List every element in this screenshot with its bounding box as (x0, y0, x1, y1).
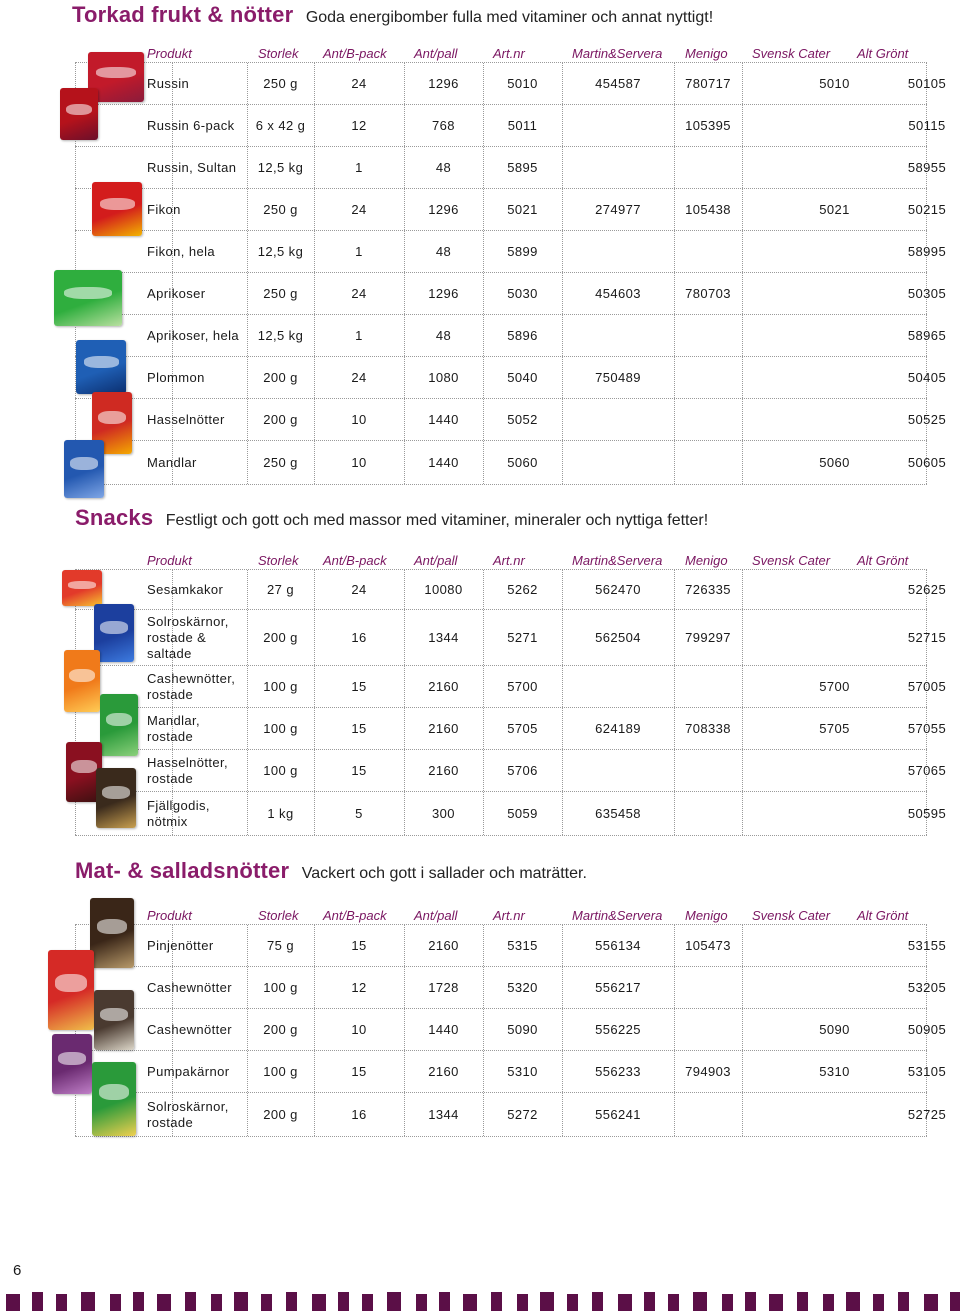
cell-storlek: 250 g (263, 76, 298, 91)
cell-svc (742, 570, 927, 609)
table-row: Cashewnötter 100 g 12 1728 5320 556217 53205 (75, 967, 927, 1009)
cell-storlek: 100 g (263, 980, 298, 995)
cell-produkt: Aprikoser, hela (147, 327, 239, 343)
cell-produkt: Russin, Sultan (147, 159, 237, 175)
table-row: Plommon 200 g 24 1080 5040 750489 50405 (75, 357, 927, 399)
section-title: Torkad frukt & nötter (72, 2, 294, 27)
cell-svc (742, 147, 927, 188)
cell-artnr: 5320 (507, 980, 538, 995)
cell-menigo (674, 666, 742, 707)
cell-produkt: Sesamkakor (147, 581, 224, 597)
cell-menigo (674, 1009, 742, 1050)
cell-svc: 5010 (819, 76, 850, 91)
footer-dot (592, 1292, 603, 1311)
cell-menigo: 708338 (685, 721, 731, 736)
cell-antb: 1 (355, 244, 363, 259)
cell-svc (742, 399, 927, 440)
cell-storlek: 6 x 42 g (255, 118, 306, 133)
cell-antb: 24 (351, 76, 367, 91)
table-row: Hasselnötter 200 g 10 1440 5052 50525 (75, 399, 927, 441)
cell-produkt: Mandlar (147, 454, 197, 470)
cell-ms: 274977 (595, 202, 641, 217)
cell-produkt: Hasselnötter (147, 411, 225, 427)
cell-antpall: 1440 (428, 455, 459, 470)
cell-ms: 562504 (595, 630, 641, 645)
section-heading (75, 858, 587, 884)
package-image (54, 270, 122, 326)
cell-ms: 454587 (595, 76, 641, 91)
footer-dot (261, 1294, 272, 1311)
column-header: Ant/B-pack (323, 908, 387, 923)
cell-antb: 1 (355, 160, 363, 175)
footer-dot (32, 1292, 43, 1311)
page-number: 6 (13, 1262, 22, 1279)
footer-dot (898, 1292, 909, 1311)
column-header: Martin&Servera (572, 46, 663, 61)
cell-svc (742, 750, 927, 791)
cell-antpall: 48 (435, 328, 452, 343)
footer-dot (618, 1294, 632, 1311)
footer-dot (133, 1292, 144, 1311)
cell-produkt: Russin (147, 75, 190, 91)
cell-antb: 15 (351, 1064, 367, 1079)
cell-menigo (674, 231, 742, 272)
footer-dot (846, 1292, 860, 1311)
cell-antpall: 1344 (428, 630, 459, 645)
cell-antpall: 48 (435, 244, 452, 259)
column-header: Art.nr (493, 553, 525, 568)
cell-produkt: Cashewnötter (147, 1021, 233, 1037)
cell-svc: 5700 (819, 679, 850, 694)
cell-menigo: 799297 (685, 630, 731, 645)
footer-dot (924, 1294, 938, 1311)
column-header: Menigo (685, 908, 728, 923)
footer-dot (797, 1292, 808, 1311)
cell-antb: 16 (351, 630, 367, 645)
cell-antpall: 2160 (428, 1064, 459, 1079)
table-row: Solroskärnor, rostade 200 g 16 1344 5272 556241 52725 (75, 1093, 927, 1137)
cell-antpall: 10080 (424, 582, 463, 597)
column-header: Ant/B-pack (323, 46, 387, 61)
cell-produkt: Pumpakärnor (147, 1063, 230, 1079)
cell-antb: 15 (351, 938, 367, 953)
footer-dot (491, 1292, 502, 1311)
footer-dot (567, 1294, 578, 1311)
footer-dot (745, 1292, 756, 1311)
cell-menigo: 780703 (685, 286, 731, 301)
cell-artnr: 5271 (507, 630, 538, 645)
footer-dot (463, 1294, 477, 1311)
cell-menigo: 794903 (685, 1064, 731, 1079)
footer-dot (387, 1292, 401, 1311)
table-row: Russin 6-pack 6 x 42 g 12 768 5011 105395 50115 (75, 105, 927, 147)
footer-dot (823, 1294, 834, 1311)
table-row: Pinjenötter 75 g 15 2160 5315 556134 105473 53155 (75, 925, 927, 967)
cell-antpall: 48 (435, 160, 452, 175)
table-row: Aprikoser 250 g 24 1296 5030 454603 780703 50305 (75, 273, 927, 315)
section-heading (72, 2, 713, 28)
package-image (52, 1034, 92, 1094)
package-image (64, 650, 100, 712)
cell-antb: 16 (351, 1107, 367, 1122)
cell-svc (742, 967, 927, 1008)
cell-artnr: 5706 (507, 763, 538, 778)
cell-ms: 556225 (595, 1022, 641, 1037)
cell-menigo (674, 441, 742, 484)
cell-artnr: 5060 (507, 455, 538, 470)
cell-storlek: 250 g (263, 455, 298, 470)
cell-storlek: 200 g (263, 370, 298, 385)
cell-produkt: Fikon, hela (147, 243, 215, 259)
cell-artnr: 5700 (507, 679, 538, 694)
table-row: Russin 250 g 24 1296 5010 454587 780717 5010 50105 (75, 63, 927, 105)
package-image (96, 768, 136, 828)
cell-ms (562, 666, 674, 707)
cell-produkt: Pinjenötter (147, 937, 214, 953)
column-header: Ant/pall (414, 553, 458, 568)
column-header: Martin&Servera (572, 553, 663, 568)
footer-dot (668, 1294, 679, 1311)
cell-storlek: 100 g (263, 679, 298, 694)
cell-menigo (674, 399, 742, 440)
cell-divider (75, 189, 76, 230)
footer-dot (312, 1294, 326, 1311)
cell-svc: 5090 (819, 1022, 850, 1037)
cell-storlek: 75 g (267, 938, 294, 953)
cell-storlek: 1 kg (267, 806, 294, 821)
cell-antb: 12 (351, 980, 367, 995)
package-image (76, 340, 126, 394)
section-heading (75, 505, 708, 531)
cell-ms (562, 441, 674, 484)
cell-artnr: 5310 (507, 1064, 538, 1079)
package-image (92, 1062, 136, 1136)
product-table (75, 924, 947, 1136)
cell-ms (562, 147, 674, 188)
cell-artnr: 5090 (507, 1022, 538, 1037)
column-header: Produkt (147, 46, 192, 61)
column-header: Produkt (147, 908, 192, 923)
table-row: Mandlar, rostade 100 g 15 2160 5705 624189 708338 5705 57055 (75, 708, 927, 750)
package-image (62, 570, 102, 606)
package-image (90, 898, 134, 968)
cell-svc: 5060 (819, 455, 850, 470)
cell-antpall: 2160 (428, 763, 459, 778)
cell-produkt: Cashewnötter, rostade (147, 670, 236, 702)
footer-dot (157, 1294, 171, 1311)
cell-antpall: 1728 (428, 980, 459, 995)
cell-menigo (674, 147, 742, 188)
cell-antb: 10 (351, 1022, 367, 1037)
footer-dot (234, 1292, 248, 1311)
cell-ms (562, 105, 674, 146)
column-header: Martin&Servera (572, 908, 663, 923)
column-header: Alt Grönt (857, 908, 909, 923)
cell-artnr: 5011 (507, 118, 538, 133)
cell-artnr: 5705 (507, 721, 538, 736)
package-image (94, 604, 134, 662)
footer-dot (644, 1292, 655, 1311)
table-row: Cashewnötter 200 g 10 1440 5090 556225 5090 50905 (75, 1009, 927, 1051)
cell-antb: 10 (351, 412, 367, 427)
footer-dot (110, 1294, 121, 1311)
cell-menigo: 780717 (685, 76, 731, 91)
cell-ms: 750489 (595, 370, 641, 385)
cell-artnr: 5010 (507, 76, 538, 91)
cell-artnr: 5059 (507, 806, 538, 821)
footer-dot (286, 1292, 297, 1311)
column-header: Ant/pall (414, 46, 458, 61)
cell-artnr: 5040 (507, 370, 538, 385)
cell-antb: 24 (351, 582, 367, 597)
cell-antb: 12 (351, 118, 367, 133)
cell-produkt: Russin 6-pack (147, 117, 235, 133)
column-header: Menigo (685, 553, 728, 568)
table-row: Aprikoser, hela 12,5 kg 1 48 5896 58965 (75, 315, 927, 357)
cell-ms: 556241 (595, 1107, 641, 1122)
footer-dot (540, 1292, 554, 1311)
cell-menigo (674, 315, 742, 356)
footer-dot (338, 1292, 349, 1311)
cell-antpall: 2160 (428, 679, 459, 694)
cell-ms: 556233 (595, 1064, 641, 1079)
column-header: Produkt (147, 553, 192, 568)
cell-menigo (674, 357, 742, 398)
cell-antpall: 768 (432, 118, 455, 133)
column-header: Alt Grönt (857, 46, 909, 61)
section-subtitle: Goda energibomber fulla med vitaminer och annat nyttigt! (305, 9, 714, 26)
cell-antpall: 2160 (428, 721, 459, 736)
column-header: Storlek (258, 908, 299, 923)
footer-dot (6, 1294, 20, 1311)
cell-produkt: Hasselnötter, rostade (147, 754, 229, 786)
cell-storlek: 12,5 kg (257, 328, 304, 343)
table-row: Fikon 250 g 24 1296 5021 274977 105438 5021 50215 (75, 189, 927, 231)
cell-antpall: 1296 (428, 202, 459, 217)
cell-storlek: 200 g (263, 1107, 298, 1122)
cell-antpall: 1344 (428, 1107, 459, 1122)
cell-ms: 454603 (595, 286, 641, 301)
cell-storlek: 250 g (263, 202, 298, 217)
cell-produkt: Cashewnötter (147, 979, 233, 995)
cell-antb: 5 (355, 806, 363, 821)
cell-produkt: Solroskärnor, rostade & saltade (147, 613, 229, 661)
package-image (64, 440, 104, 498)
column-header: Art.nr (493, 908, 525, 923)
cell-storlek: 100 g (263, 1064, 298, 1079)
footer-dot (416, 1294, 427, 1311)
footer-dot (362, 1294, 373, 1311)
cell-antpall: 1080 (428, 370, 459, 385)
column-header: Storlek (258, 46, 299, 61)
cell-antpall: 1440 (428, 412, 459, 427)
cell-menigo (674, 792, 742, 835)
cell-artnr: 5030 (507, 286, 538, 301)
footer-dot (185, 1292, 196, 1311)
cell-svc (742, 357, 927, 398)
cell-storlek: 200 g (263, 630, 298, 645)
cell-divider (75, 147, 76, 188)
column-header: Alt Grönt (857, 553, 909, 568)
footer-dot (693, 1292, 707, 1311)
cell-produkt: Fikon (147, 201, 181, 217)
footer-dot (439, 1292, 450, 1311)
cell-artnr: 5021 (507, 202, 538, 217)
cell-svc: 5705 (819, 721, 850, 736)
cell-produkt: Plommon (147, 369, 205, 385)
section-subtitle: Festligt och gott och med massor med vitaminer, mineraler och nyttiga fetter! (165, 512, 709, 529)
footer-dot-strip (0, 1292, 960, 1311)
product-table (75, 62, 947, 484)
cell-menigo (674, 750, 742, 791)
footer-dot (81, 1292, 95, 1311)
table-row: Cashewnötter, rostade 100 g 15 2160 5700 5700 57005 (75, 666, 927, 708)
cell-storlek: 200 g (263, 1022, 298, 1037)
cell-artnr: 5272 (507, 1107, 538, 1122)
table-row: Fikon, hela 12,5 kg 1 48 5899 58995 (75, 231, 927, 273)
table-row: Hasselnötter, rostade 100 g 15 2160 5706 57065 (75, 750, 927, 792)
cell-storlek: 12,5 kg (257, 160, 304, 175)
footer-dot (769, 1294, 783, 1311)
cell-antpall: 2160 (428, 938, 459, 953)
cell-svc (742, 610, 927, 665)
package-image (48, 950, 94, 1030)
cell-storlek: 27 g (267, 582, 294, 597)
column-header: Svensk Cater (752, 46, 831, 61)
cell-antb: 24 (351, 202, 367, 217)
cell-storlek: 100 g (263, 721, 298, 736)
cell-svc (742, 792, 927, 835)
cell-antpall: 300 (432, 806, 455, 821)
column-header: Menigo (685, 46, 728, 61)
column-header: Ant/pall (414, 908, 458, 923)
section-title: Mat- & salladsnötter (75, 858, 290, 883)
footer-dot (517, 1294, 528, 1311)
cell-antb: 1 (355, 328, 363, 343)
column-header: Art.nr (493, 46, 525, 61)
cell-artnr: 5052 (507, 412, 538, 427)
cell-divider (75, 1093, 76, 1136)
cell-antpall: 1296 (428, 76, 459, 91)
footer-dot (211, 1294, 222, 1311)
cell-svc (742, 105, 927, 146)
cell-ms: 556217 (595, 980, 641, 995)
cell-ms: 624189 (595, 721, 641, 736)
cell-svc (742, 273, 927, 314)
table-row: Fjällgodis, nötmix 1 kg 5 300 5059 635458 50595 (75, 792, 927, 836)
cell-svc (742, 925, 927, 966)
table-row: Russin, Sultan 12,5 kg 1 48 5895 58955 (75, 147, 927, 189)
cell-svc (742, 231, 927, 272)
cell-svc: 5021 (819, 202, 850, 217)
cell-artnr: 5895 (507, 160, 538, 175)
cell-storlek: 250 g (263, 286, 298, 301)
cell-produkt: Aprikoser (147, 285, 206, 301)
section-title: Snacks (75, 505, 154, 530)
cell-ms (562, 399, 674, 440)
cell-antb: 24 (351, 286, 367, 301)
cell-antb: 10 (351, 455, 367, 470)
column-header: Svensk Cater (752, 553, 831, 568)
cell-ms (562, 315, 674, 356)
cell-antb: 15 (351, 721, 367, 736)
cell-antb: 24 (351, 370, 367, 385)
package-image (94, 990, 134, 1050)
cell-artnr: 5896 (507, 328, 538, 343)
cell-artnr: 5899 (507, 244, 538, 259)
column-header: Ant/B-pack (323, 553, 387, 568)
cell-svc (742, 315, 927, 356)
footer-dot (873, 1294, 884, 1311)
package-image (60, 88, 98, 140)
cell-antb: 15 (351, 763, 367, 778)
cell-menigo: 105473 (685, 938, 731, 953)
cell-storlek: 12,5 kg (257, 244, 304, 259)
cell-menigo: 105395 (685, 118, 731, 133)
package-image (100, 694, 138, 756)
cell-storlek: 200 g (263, 412, 298, 427)
cell-produkt: Mandlar, rostade (147, 712, 201, 744)
column-header: Storlek (258, 553, 299, 568)
cell-artnr: 5262 (507, 582, 538, 597)
footer-dot (56, 1294, 67, 1311)
cell-menigo (674, 1093, 742, 1136)
cell-menigo (674, 967, 742, 1008)
cell-divider (75, 399, 76, 440)
cell-artnr: 5315 (507, 938, 538, 953)
product-table (75, 569, 947, 835)
cell-antpall: 1440 (428, 1022, 459, 1037)
cell-menigo: 105438 (685, 202, 731, 217)
footer-dot (722, 1294, 733, 1311)
cell-produkt: Solroskärnor, rostade (147, 1098, 229, 1130)
footer-dot (950, 1292, 960, 1311)
column-header: Svensk Cater (752, 908, 831, 923)
cell-ms: 562470 (595, 582, 641, 597)
table-row: Solroskärnor, rostade & saltade 200 g 16 1344 5271 562504 799297 52715 (75, 610, 927, 666)
cell-antpall: 1296 (428, 286, 459, 301)
cell-svc (742, 1093, 927, 1136)
table-row: Mandlar 250 g 10 1440 5060 5060 50605 (75, 441, 927, 485)
cell-storlek: 100 g (263, 763, 298, 778)
table-row: Pumpakärnor 100 g 15 2160 5310 556233 794903 5310 53105 (75, 1051, 927, 1093)
cell-ms (562, 750, 674, 791)
section-subtitle: Vackert och gott i sallader och maträtter. (301, 865, 587, 882)
cell-divider (75, 231, 76, 272)
cell-produkt: Fjällgodis, nötmix (147, 797, 210, 829)
cell-ms: 635458 (595, 806, 641, 821)
cell-ms: 556134 (595, 938, 641, 953)
table-row: Sesamkakor 27 g 24 10080 5262 562470 726335 52625 (75, 570, 927, 610)
cell-svc: 5310 (819, 1064, 850, 1079)
cell-menigo: 726335 (685, 582, 731, 597)
cell-antb: 15 (351, 679, 367, 694)
cell-ms (562, 231, 674, 272)
package-image (92, 182, 142, 236)
